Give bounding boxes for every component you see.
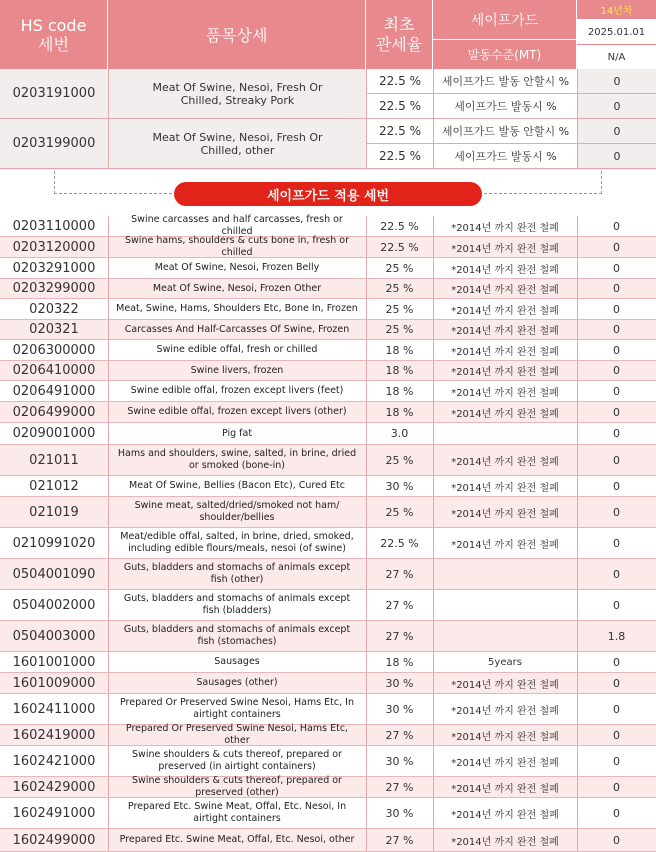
row-tariff-rate: 27 %: [385, 728, 414, 742]
column-divider: [108, 621, 109, 651]
row-safeguard: *2014년 까지 완전 철폐: [451, 482, 559, 494]
row-hs-code: 1602421000: [12, 753, 96, 769]
header-year: 14년차: [577, 0, 656, 20]
table-row: [0, 476, 656, 497]
row-safeguard: *2014년 까지 완전 철폐: [451, 305, 559, 317]
column-divider: [366, 652, 367, 672]
column-divider: [433, 402, 434, 422]
row-hs-code: 0203120000: [12, 239, 96, 255]
row-hs-code: 1602411000: [12, 701, 96, 717]
row-tariff-rate: 30 %: [385, 676, 414, 690]
row-value: 0: [613, 567, 620, 581]
table-row: [0, 590, 656, 621]
row-hs-code: 1601001000: [12, 654, 96, 670]
header-item-detail: 품목상세: [108, 0, 366, 69]
row-tariff-rate: 25 %: [385, 282, 414, 295]
top-row-code: 0203191000: [0, 69, 108, 119]
row-tariff-rate: 30 %: [385, 754, 414, 768]
row-safeguard: [433, 621, 577, 651]
column-divider: [433, 361, 434, 380]
column-divider: [108, 299, 109, 319]
row-value: 0: [613, 676, 620, 690]
column-divider: [366, 279, 367, 298]
table-row: [0, 746, 656, 777]
column-divider: [366, 559, 367, 589]
top-row-value: 0: [577, 94, 656, 119]
table-row: [0, 237, 656, 258]
column-divider: [433, 777, 434, 797]
table-row: [0, 829, 656, 852]
column-divider: [366, 694, 367, 724]
row-hs-code: 1602499000: [12, 832, 96, 848]
row-value: 0: [613, 219, 620, 233]
column-divider: [108, 423, 109, 444]
column-divider: [108, 694, 109, 724]
column-divider: [577, 621, 578, 651]
column-divider: [366, 673, 367, 693]
row-description: Pig fat: [221, 427, 253, 439]
column-divider: [366, 621, 367, 651]
row-description: Prepared Or Preserved Swine Nesoi, Hams Etc, other: [125, 723, 349, 746]
row-tariff-rate: 30 %: [385, 806, 414, 820]
column-divider: [366, 798, 367, 828]
column-divider: [433, 652, 434, 672]
column-divider: [366, 361, 367, 380]
column-divider: [108, 340, 109, 360]
row-safeguard: *2014년 까지 완전 철폐: [451, 731, 559, 743]
column-divider: [577, 725, 578, 745]
header-hs-code: [0, 0, 108, 69]
row-description: Meat/edible offal, salted, in brine, dried, smoked, including edible flours/meals, nesoi (of swine): [120, 531, 354, 554]
row-safeguard: [433, 559, 577, 589]
column-divider: [366, 445, 367, 475]
row-hs-code: 0203291000: [12, 260, 96, 276]
row-description: Carcasses And Half-Carcasses Of Swine, Frozen: [124, 323, 350, 335]
column-divider: [366, 829, 367, 851]
row-description: Swine edible offal, frozen except livers (other): [127, 406, 347, 417]
header-na: N/A: [577, 45, 656, 69]
row-hs-code: 0209001000: [12, 426, 96, 441]
row-safeguard: *2014년 까지 완전 철폐: [451, 243, 559, 255]
row-safeguard: [433, 590, 577, 620]
row-tariff-rate: 30 %: [385, 479, 414, 493]
header-initial-tariff-line1: 최초: [383, 14, 415, 34]
column-divider: [433, 320, 434, 339]
row-tariff-rate: 25 %: [385, 302, 414, 316]
column-divider: [577, 423, 578, 444]
column-divider: [108, 528, 109, 558]
table-row: [0, 559, 656, 590]
row-value: 0: [613, 479, 620, 493]
row-description: Meat, Swine, Hams, Shoulders Etc, Bone In, Frozen: [116, 303, 358, 314]
table-row: [0, 777, 656, 798]
column-divider: [433, 423, 434, 444]
row-tariff-rate: 18 %: [385, 655, 414, 669]
row-value: 0: [613, 282, 620, 295]
row-value: 0: [613, 427, 620, 440]
row-hs-code: 021011: [29, 452, 79, 468]
table-row: [0, 445, 656, 476]
row-description: Meat Of Swine, Nesoi, Frozen Other: [152, 282, 322, 294]
column-divider: [108, 652, 109, 672]
row-tariff-rate: 25 %: [385, 323, 414, 336]
column-divider: [366, 528, 367, 558]
row-description: Prepared Etc. Swine Meat, Offal, Etc. Nesoi, In airtight containers: [127, 801, 347, 824]
row-tariff-rate: 27 %: [385, 598, 414, 612]
row-hs-code: 021019: [29, 504, 79, 520]
row-value: 0: [613, 536, 620, 550]
top-row-safeguard: 세이프가드 발동시 %: [433, 144, 577, 169]
column-divider: [577, 216, 578, 236]
row-tariff-rate: 22.5 %: [380, 536, 419, 550]
row-hs-code: 020322: [29, 301, 79, 317]
row-description: Guts, bladders and stomachs of animals except fish (other): [123, 562, 351, 585]
safeguard-items-table: [0, 216, 656, 852]
column-divider: [433, 340, 434, 360]
row-hs-code: 1602429000: [12, 779, 96, 795]
top-row-rate: 22.5 %: [366, 119, 433, 144]
row-hs-code: 0210991020: [12, 535, 96, 551]
column-divider: [366, 381, 367, 401]
row-description: Sausages (other): [196, 677, 278, 688]
table-row: [0, 216, 656, 237]
row-value: 0: [613, 833, 620, 847]
row-safeguard: *2014년 까지 완전 철폐: [451, 539, 559, 551]
row-tariff-rate: 25 %: [385, 261, 414, 275]
column-divider: [366, 216, 367, 236]
row-value: 0: [613, 598, 620, 612]
column-divider: [433, 445, 434, 475]
row-safeguard: *2014년 까지 완전 철폐: [451, 285, 559, 296]
column-divider: [366, 299, 367, 319]
row-hs-code: 021012: [29, 478, 79, 494]
column-divider: [366, 777, 367, 797]
column-divider: [577, 694, 578, 724]
row-tariff-rate: 18 %: [385, 405, 414, 419]
row-value: 0: [613, 364, 620, 377]
column-divider: [108, 559, 109, 589]
column-divider: [108, 725, 109, 745]
row-value: 0: [613, 384, 620, 398]
row-hs-code: 0203299000: [12, 281, 96, 296]
table-row: [0, 497, 656, 528]
column-divider: [108, 445, 109, 475]
column-divider: [366, 497, 367, 527]
row-tariff-rate: 22.5 %: [380, 219, 419, 233]
table-row: [0, 299, 656, 320]
column-divider: [108, 320, 109, 339]
row-hs-code: 1601009000: [12, 675, 96, 691]
row-hs-code: 0206410000: [12, 363, 96, 378]
row-value: 0: [613, 728, 620, 742]
column-divider: [577, 673, 578, 693]
row-value: 0: [613, 453, 620, 467]
column-divider: [433, 299, 434, 319]
row-safeguard: [433, 423, 577, 444]
column-divider: [577, 237, 578, 257]
header-date: 2025.01.01: [577, 20, 656, 45]
top-row-desc: Meat Of Swine, Nesoi, Fresh Or Chilled, Streaky Pork: [108, 69, 366, 119]
column-divider: [108, 798, 109, 828]
column-divider: [577, 402, 578, 422]
row-hs-code: 1602419000: [12, 727, 96, 743]
header-safeguard: 세이프가드: [433, 0, 577, 40]
column-divider: [577, 746, 578, 776]
row-tariff-rate: 18 %: [385, 343, 414, 357]
row-description: Swine livers, frozen: [190, 364, 284, 376]
row-safeguard: *2014년 까지 완전 철폐: [451, 367, 559, 378]
column-divider: [366, 320, 367, 339]
column-divider: [577, 829, 578, 851]
table-row: [0, 320, 656, 340]
top-row-value: 0: [577, 119, 656, 144]
row-description: Prepared Or Preserved Swine Nesoi, Hams Etc, In airtight containers: [120, 697, 354, 720]
table-row: [0, 361, 656, 381]
table-row: [0, 258, 656, 279]
row-safeguard: *2014년 까지 완전 철폐: [451, 222, 559, 234]
row-safeguard: *2014년 까지 완전 철폐: [451, 264, 559, 276]
row-hs-code: 0504002000: [12, 597, 96, 613]
row-tariff-rate: 25 %: [385, 505, 414, 519]
top-row-safeguard: 세이프가드 발동 안할시 %: [433, 119, 577, 144]
top-row-rate: 22.5 %: [366, 144, 433, 169]
column-divider: [433, 497, 434, 527]
column-divider: [108, 381, 109, 401]
row-tariff-rate: 27 %: [385, 629, 414, 643]
row-safeguard: *2014년 까지 완전 철폐: [451, 346, 559, 358]
row-tariff-rate: 18 %: [385, 364, 414, 377]
column-divider: [433, 694, 434, 724]
column-divider: [433, 258, 434, 278]
column-divider: [577, 445, 578, 475]
column-divider: [577, 361, 578, 380]
column-divider: [577, 279, 578, 298]
row-description: Swine meat, salted/dried/smoked not ham/ shoulder/bellies: [134, 500, 340, 523]
column-divider: [577, 590, 578, 620]
row-tariff-rate: 27 %: [385, 780, 414, 794]
row-value: 0: [613, 754, 620, 768]
column-divider: [577, 777, 578, 797]
row-tariff-rate: 27 %: [385, 833, 414, 847]
top-row-code: 0203199000: [0, 119, 108, 169]
row-description: Hams and shoulders, swine, salted, in brine, dried or smoked (bone-in): [117, 448, 357, 471]
row-tariff-rate: 25 %: [385, 453, 414, 467]
header-initial-tariff-line2: 관세율: [375, 34, 423, 54]
row-value: 0: [613, 780, 620, 794]
column-divider: [366, 402, 367, 422]
header-initial-tariff: [366, 0, 433, 69]
row-safeguard: *2014년 까지 완전 철폐: [451, 836, 559, 848]
top-row-rate: 22.5 %: [366, 69, 433, 94]
table-row: [0, 279, 656, 299]
top-row-value: 0: [577, 69, 656, 94]
column-divider: [577, 340, 578, 360]
row-description: Meat Of Swine, Nesoi, Frozen Belly: [154, 262, 320, 273]
row-safeguard: *2014년 까지 완전 철폐: [451, 783, 559, 795]
column-divider: [433, 746, 434, 776]
column-divider: [108, 216, 109, 236]
column-divider: [433, 559, 434, 589]
row-description: Swine hams, shoulders & cuts bone in, fresh or chilled: [125, 235, 349, 258]
row-tariff-rate: 3.0: [390, 427, 409, 440]
column-divider: [108, 237, 109, 257]
header-hs-code-line1: HS code: [20, 15, 87, 35]
row-safeguard: *2014년 까지 완전 철폐: [451, 326, 559, 337]
column-divider: [366, 476, 367, 496]
column-divider: [108, 497, 109, 527]
table-row: [0, 528, 656, 559]
table-row: [0, 673, 656, 694]
row-safeguard: 5years: [488, 656, 522, 668]
row-description: Guts, bladders and stomachs of animals except fish (stomaches): [123, 624, 351, 647]
column-divider: [108, 590, 109, 620]
row-tariff-rate: 30 %: [385, 702, 414, 716]
table-row: [0, 423, 656, 445]
row-description: Meat Of Swine, Bellies (Bacon Etc), Cured Etc: [129, 480, 345, 491]
column-divider: [577, 497, 578, 527]
column-divider: [433, 590, 434, 620]
column-divider: [433, 476, 434, 496]
row-safeguard: *2014년 까지 완전 철폐: [451, 508, 559, 520]
row-value: 0: [613, 702, 620, 716]
row-value: 0: [613, 655, 620, 669]
column-divider: [366, 423, 367, 444]
row-value: 0: [613, 505, 620, 519]
table-row: [0, 381, 656, 402]
column-divider: [366, 590, 367, 620]
column-divider: [577, 559, 578, 589]
column-divider: [577, 320, 578, 339]
row-value: 0: [613, 261, 620, 275]
top-row-safeguard: 세이프가드 발동 안할시 %: [433, 69, 577, 94]
column-divider: [366, 237, 367, 257]
row-hs-code: 020321: [29, 322, 79, 337]
table-row: [0, 725, 656, 746]
column-divider: [108, 476, 109, 496]
row-safeguard: *2014년 까지 완전 철폐: [451, 757, 559, 769]
top-row-value: 0: [577, 144, 656, 169]
table-row: [0, 340, 656, 361]
table-row: [0, 798, 656, 829]
row-hs-code: 0206491000: [12, 383, 96, 399]
column-divider: [366, 725, 367, 745]
table-row: [0, 402, 656, 423]
column-divider: [433, 725, 434, 745]
column-divider: [108, 746, 109, 776]
column-divider: [366, 746, 367, 776]
column-divider: [577, 476, 578, 496]
column-divider: [108, 258, 109, 278]
column-divider: [433, 621, 434, 651]
row-description: Swine edible offal, frozen except livers (feet): [130, 385, 344, 396]
row-value: 0: [613, 405, 620, 419]
row-tariff-rate: 27 %: [385, 567, 414, 581]
section-banner: 세이프가드 적용 세번: [174, 182, 482, 206]
row-description: Swine shoulders & cuts thereof, prepared or preserved (in airtight containers): [132, 749, 342, 772]
row-tariff-rate: 22.5 %: [380, 240, 419, 254]
column-divider: [433, 798, 434, 828]
column-divider: [108, 777, 109, 797]
table-row: [0, 652, 656, 673]
top-row-safeguard: 세이프가드 발동시 %: [433, 94, 577, 119]
column-divider: [108, 829, 109, 851]
column-divider: [108, 361, 109, 380]
header-hs-code-line2: 세번: [38, 34, 69, 54]
header-trigger-level: 발동수준(MT): [433, 40, 577, 69]
column-divider: [577, 652, 578, 672]
column-divider: [577, 528, 578, 558]
row-description: Guts, bladders and stomachs of animals except fish (bladders): [123, 593, 351, 616]
column-divider: [433, 279, 434, 298]
row-value: 0: [613, 806, 620, 820]
row-description: Swine edible offal, fresh or chilled: [156, 344, 318, 355]
column-divider: [366, 258, 367, 278]
column-divider: [577, 381, 578, 401]
column-divider: [433, 528, 434, 558]
row-safeguard: *2014년 까지 완전 철폐: [451, 387, 559, 399]
top-row-desc: Meat Of Swine, Nesoi, Fresh Or Chilled, other: [108, 119, 366, 169]
row-safeguard: *2014년 까지 완전 철폐: [451, 456, 559, 468]
column-divider: [577, 258, 578, 278]
table-row: [0, 621, 656, 652]
row-description: Swine carcasses and half carcasses, fresh or chilled: [131, 214, 343, 237]
column-divider: [366, 340, 367, 360]
row-description: Swine shoulders & cuts thereof, prepared or preserved (other): [132, 775, 342, 798]
column-divider: [433, 829, 434, 851]
column-divider: [577, 798, 578, 828]
table-header: [0, 0, 656, 69]
row-hs-code: 0206499000: [12, 404, 96, 420]
row-value: 0: [613, 240, 620, 254]
row-value: 0: [613, 343, 620, 357]
row-description: Sausages: [214, 656, 260, 667]
row-safeguard: *2014년 까지 완전 철폐: [451, 408, 559, 420]
top-row-rate: 22.5 %: [366, 94, 433, 119]
safeguard-top-table: [0, 69, 656, 170]
column-divider: [433, 237, 434, 257]
row-value: 1.8: [607, 629, 626, 643]
row-hs-code: 1602491000: [12, 805, 96, 821]
row-value: 0: [613, 323, 620, 336]
column-divider: [577, 299, 578, 319]
row-hs-code: 0206300000: [12, 342, 96, 358]
column-divider: [433, 673, 434, 693]
row-hs-code: 0504001090: [12, 566, 96, 582]
row-description: Prepared Etc. Swine Meat, Offal, Etc. Nesoi, other: [119, 834, 355, 845]
row-hs-code: 0504003000: [12, 628, 96, 644]
row-safeguard: *2014년 까지 완전 철폐: [451, 705, 559, 717]
column-divider: [108, 673, 109, 693]
row-tariff-rate: 18 %: [385, 384, 414, 398]
table-row: [0, 694, 656, 725]
row-value: 0: [613, 302, 620, 316]
row-safeguard: *2014년 까지 완전 철폐: [451, 809, 559, 821]
column-divider: [108, 279, 109, 298]
column-divider: [108, 402, 109, 422]
column-divider: [433, 216, 434, 236]
row-hs-code: 0203110000: [12, 218, 96, 234]
row-safeguard: *2014년 까지 완전 철폐: [451, 679, 559, 691]
column-divider: [433, 381, 434, 401]
